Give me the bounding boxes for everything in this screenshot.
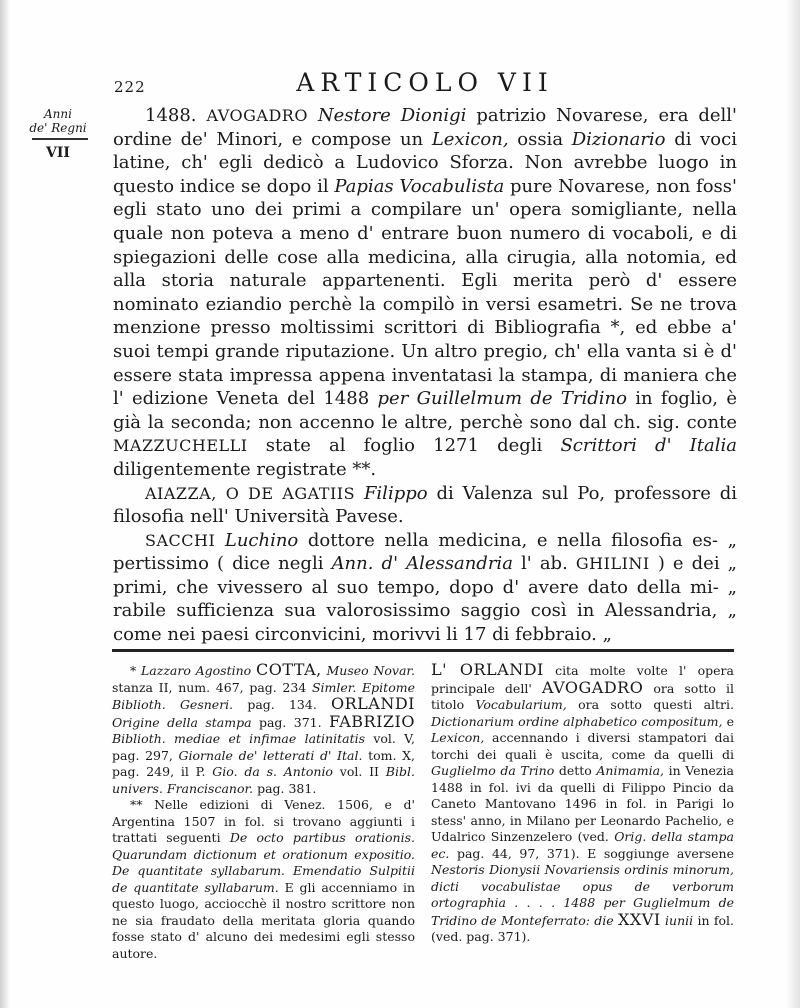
text-run: di voci latine, ch' egli dedicò a Ludovico Sforza. Non avrebbe luogo in questo indice se dopo il bbox=[113, 128, 737, 197]
italic-term: Vocabularium, bbox=[475, 697, 567, 712]
text-run: pure Novarese, non foss' egli stato uno dei primi a compilare un' opera somigliante, nella quale non poteva a meno d' entrare buon numero di vocaboli, e di spiegazioni delle cose alla medicina, alla cirugia, alla notomia, ed alla storia naturale appartenenti. Egli merita però d' essere nominato eziandio perchè la compilò in versi esametri. Se ne trova menzione presso moltissimi scrittori di Bibliografia *, ed ebbe a' suoi tempi grande riputazione. Un altro pregio, ch' ella vanta si è d' essere stata impressa appena inventatasi la stampa, di maniera che l' edizione Veneta del 1488 bbox=[113, 175, 737, 410]
entry-sacchi bbox=[113, 529, 737, 647]
running-head: ARTICOLO VII bbox=[296, 68, 554, 97]
italic-term: Luchino bbox=[224, 529, 299, 551]
text-run: vol. V, pag. 297, bbox=[112, 731, 415, 763]
footnote-column-right bbox=[431, 662, 734, 962]
footnotes bbox=[112, 662, 734, 962]
author-name: FABRIZIO bbox=[329, 711, 415, 731]
margin-note-line2: de' Regni bbox=[29, 121, 87, 135]
text-run: di Valenza sul Po, professore di filosofia nell' Università Pavese. bbox=[113, 482, 738, 528]
page-shadow-right bbox=[786, 0, 800, 1008]
main-text bbox=[113, 104, 737, 647]
text-run: pag. 44, 97, 371). E soggiunge aversene bbox=[456, 845, 734, 861]
italic-term: Scrittori d' Italia bbox=[560, 435, 737, 457]
author-given-name: Nestore Dionigi bbox=[317, 105, 467, 126]
margin-note-rule bbox=[32, 138, 88, 140]
text-run: O DE AGATIIS bbox=[225, 483, 356, 503]
entry-aiazza bbox=[113, 482, 737, 529]
italic-term: Biblioth. mediae et infimae latinitatis bbox=[112, 731, 365, 746]
page-shadow-left bbox=[0, 0, 10, 1008]
italic-term: Gio. da s. Antonio bbox=[212, 764, 333, 779]
italic-term: Guglielmo da Trino bbox=[431, 763, 555, 778]
text-run: dottore nella medicina, e nella filosofia es- „ pertissimo ( dice negli bbox=[113, 529, 737, 575]
author-name: ORLANDI bbox=[331, 694, 415, 713]
italic-term: * Lazzaro Agostino bbox=[130, 663, 252, 678]
text-run: detto bbox=[558, 763, 592, 778]
author-name: AVOGADRO bbox=[206, 106, 308, 125]
text-run: ) e dei „ primi, che vivessero al suo tempo, dopo d' avere dato della mi- „ rabile sufficienza sua valorosissimo saggio così in Alessandria, „ come nei paesi circonvicini, morivvi li 17 di febbraio. „ bbox=[113, 553, 737, 646]
italic-term: Simler. Epitome Biblioth. Gesneri. bbox=[112, 679, 415, 712]
italic-term: Animamia, bbox=[596, 763, 665, 778]
italic-term: Museo Novar. bbox=[326, 663, 415, 678]
text-run: in fol. (ved. pag. 371). bbox=[431, 912, 734, 944]
italic-term: Lexicon, bbox=[431, 128, 509, 150]
text-run: pag. 134. bbox=[247, 697, 317, 712]
author-name: MAZZUCHELLI bbox=[113, 436, 248, 456]
margin-note bbox=[18, 107, 98, 162]
text-run: tom. X, pag. 249, il P. bbox=[112, 747, 415, 779]
italic-term: Giornale de' letterati d' Ital. bbox=[178, 747, 363, 763]
entry-year: 1488. bbox=[145, 105, 197, 126]
italic-term: Ann. d' Alessandria bbox=[331, 553, 513, 575]
italic-term: Origine della stampa bbox=[112, 714, 252, 730]
text-run: in foglio, è già la seconda; non accenno le altre, perchè sono dal ch. sig. conte bbox=[113, 388, 737, 433]
italic-term: per Guillelmum de Tridino bbox=[377, 388, 627, 410]
author-name: AVOGADRO bbox=[541, 677, 644, 697]
text-run: pag. 381. bbox=[257, 780, 317, 796]
footnote-continuation bbox=[431, 662, 734, 946]
author-name: L' ORLANDI bbox=[431, 660, 544, 679]
text-run: stanza II, num. 467, pag. 234 bbox=[112, 679, 307, 695]
author-name: AIAZZA, bbox=[145, 483, 217, 503]
entry-avogadro bbox=[113, 104, 737, 482]
italic-term: Orig. della stampa ec. bbox=[431, 829, 734, 861]
text-run: state al foglio 1271 degli bbox=[265, 435, 543, 457]
author-name: GHILINI bbox=[575, 554, 650, 574]
footnote-rule bbox=[112, 649, 734, 652]
margin-note-line1: Anni bbox=[44, 107, 72, 121]
italic-term: Dictionarium ordine alphabetico compositum, bbox=[431, 713, 723, 729]
text-run: XXVI bbox=[618, 909, 661, 929]
italic-term: Lexicon, bbox=[431, 730, 485, 745]
italic-term: De octo partibus orationis. Quarundam dictionum et orationum expositio. De quantitate syllabarum. Emendatio Sulpitii de quantitate syllabarum. bbox=[112, 830, 415, 895]
page-number: 222 bbox=[114, 78, 146, 96]
italic-term: Bibl. univers. Franciscanor. bbox=[112, 764, 415, 796]
text-run: e bbox=[726, 713, 735, 729]
text-run: in Venezia 1488 in fol. ivi da quelli di Filippo Pincio da Caneto Mantovano 1496 in fol. in Parigi lo stess' anno, in Milano per Leonardo Pachelio, e Udalrico Sinzenzelero (ved. bbox=[431, 763, 734, 844]
text-run: l' ab. bbox=[521, 553, 568, 575]
text-run: diligentemente registrate **. bbox=[113, 458, 377, 480]
text-run: cita molte volte l' opera principale dell' bbox=[431, 663, 734, 696]
margin-note-number: VII bbox=[46, 145, 70, 161]
footnote-double-star bbox=[112, 797, 415, 962]
italic-term: Filippo bbox=[363, 482, 428, 504]
text-run: ora sotto questi altri. bbox=[578, 697, 734, 712]
text-run: E gli accenniamo in questo luogo, acciocchè il nostro scrittore non ne sia fraudato della meritata gloria quando fosse stato d' alcuno dei medesimi egli stesso autore. bbox=[112, 879, 415, 961]
footnote-column-left bbox=[112, 662, 415, 962]
text-run: pag. 371. bbox=[258, 714, 322, 730]
italic-term: iunii bbox=[665, 912, 694, 928]
italic-term: Nestoris Dionysii Novariensis ordinis minorum, dicti vocabulistae opus de verborum ortographia . . . . 1488 per Guglielmum de Tridino de Monteferrato: die bbox=[431, 862, 734, 928]
text-run: ossia bbox=[517, 128, 564, 150]
text-run: patrizio Novarese, era dell' ordine de' Minori, e compose un bbox=[113, 105, 737, 150]
italic-term: Papias Vocabulista bbox=[334, 175, 505, 197]
footnote-star bbox=[112, 662, 415, 797]
text-run: ** Nelle edizioni di Venez. 1506, e d' Argentina 1507 in fol. si trovano aggiunti i trattati seguenti bbox=[112, 797, 415, 845]
text-run: ora sotto il titolo bbox=[431, 680, 734, 712]
author-name: SACCHI bbox=[145, 530, 216, 550]
author-name: COTTA, bbox=[255, 660, 322, 679]
italic-term: Dizionario bbox=[571, 128, 666, 150]
text-run: accennando i diversi stampatori dai torchi dei quali è uscita, come da quelli di bbox=[431, 730, 734, 762]
text-run: vol. II bbox=[339, 764, 379, 779]
